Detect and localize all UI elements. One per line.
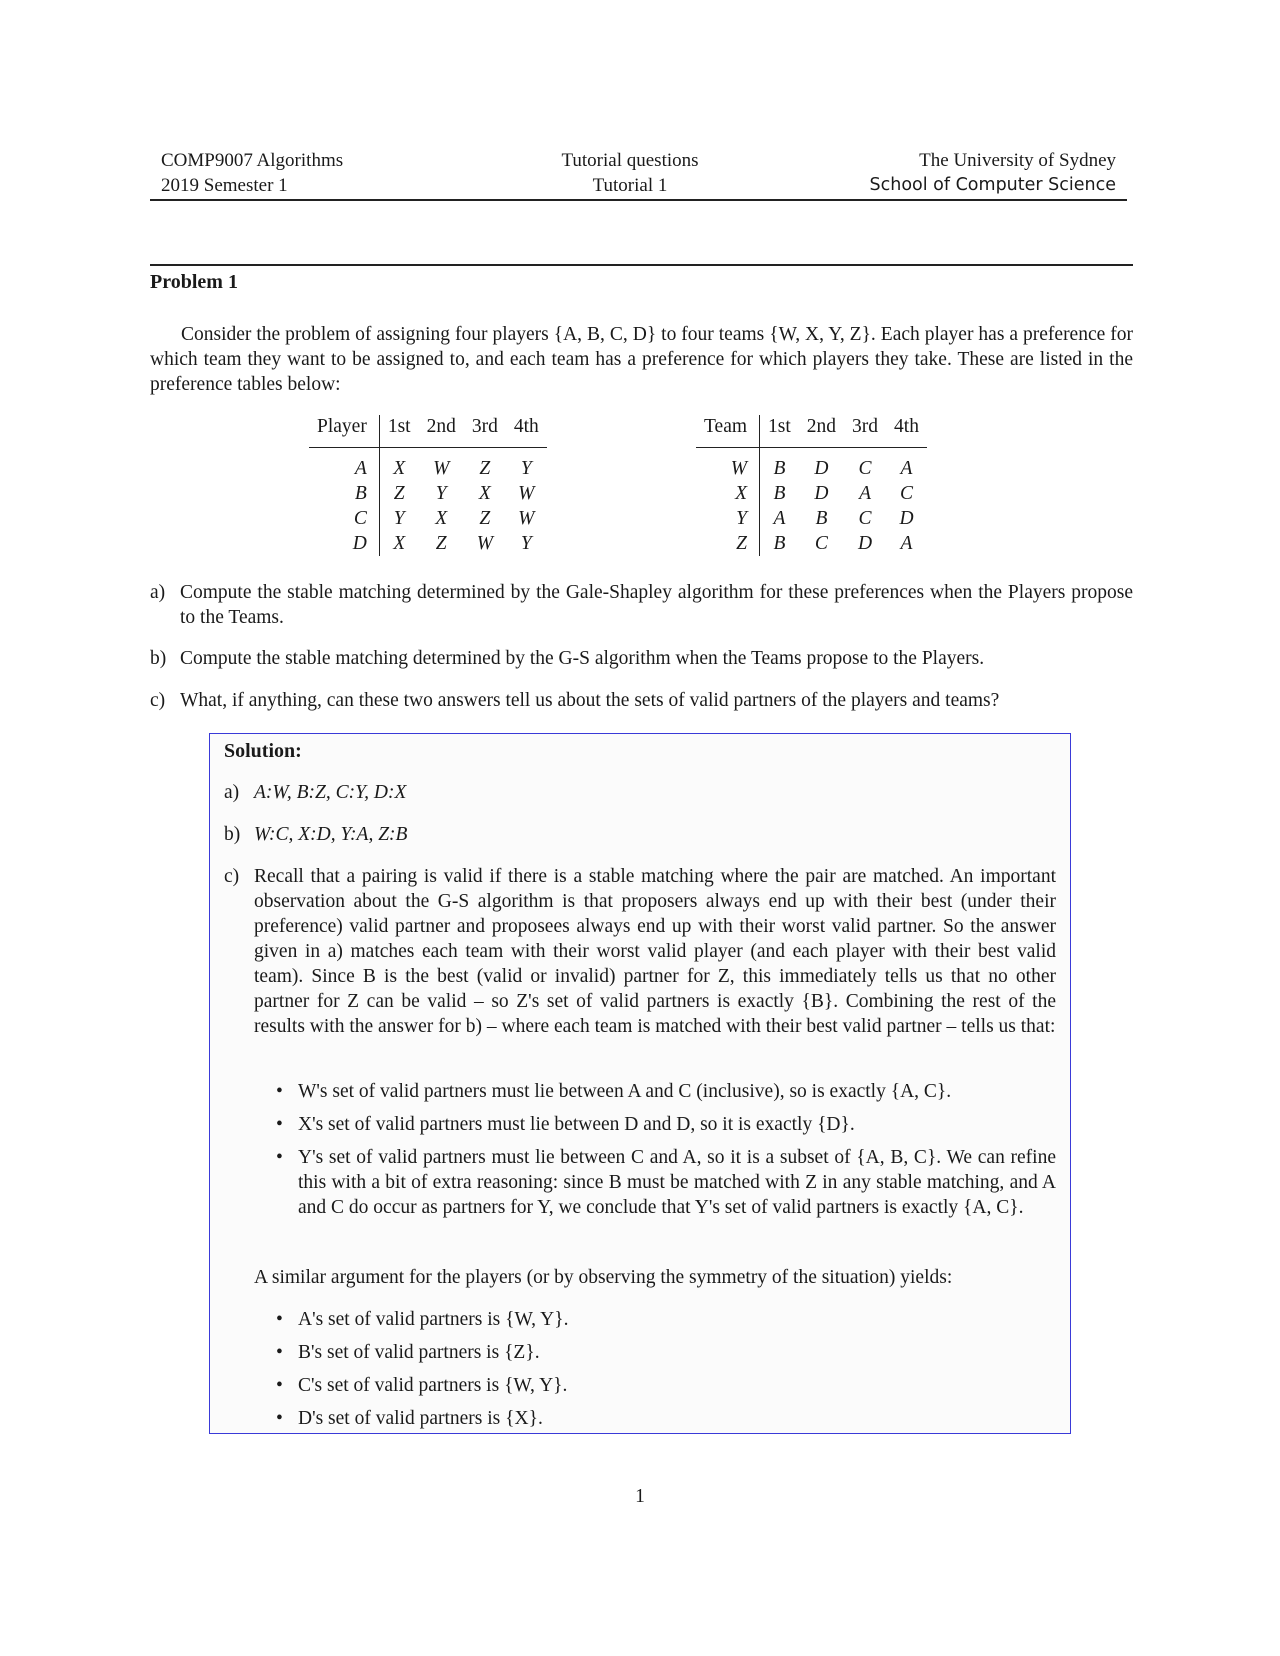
table-cell: C (309, 506, 379, 531)
table-cell: B (773, 457, 786, 479)
table-row (696, 448, 927, 482)
solution-a (224, 780, 1056, 805)
player-preference-table (309, 415, 547, 556)
table-cell: D (309, 531, 379, 556)
question-label: c) (150, 690, 166, 711)
table-header-cell: 4th (506, 415, 547, 448)
list-item (276, 1079, 1056, 1104)
header-center (490, 148, 770, 198)
header-right (800, 148, 1116, 198)
bullet-text: C's set of valid partners is {W, Y}. (298, 1375, 568, 1396)
table-cell: D (814, 457, 829, 479)
team-preference-table (696, 415, 927, 556)
problem-intro-text: Consider the problem of assigning four players {A, B, C, D} to four teams {W, X, Y, Z}. Each player has a preference for which team they want to be assigned to, and each team has a preference for which players they take. These are listed in the preference tables below: (150, 324, 1133, 395)
table-cell: Y (696, 506, 760, 531)
solution-b (224, 822, 1056, 847)
list-item (276, 1373, 1056, 1398)
question-a (150, 580, 1133, 630)
question-text: Compute the stable matching determined by the G-S algorithm when the Teams propose to the Players. (180, 648, 985, 669)
question-label: a) (150, 582, 166, 603)
course-name: COMP9007 Algorithms (161, 150, 344, 171)
table-cell: Y (520, 457, 532, 479)
table-cell: A (900, 532, 913, 554)
table-header-cell: 3rd (844, 415, 886, 448)
table-cell: W (476, 532, 493, 554)
table-cell: W (696, 448, 760, 482)
question-b (150, 646, 1133, 671)
table-cell: A (900, 457, 913, 479)
doc-type: Tutorial questions (561, 150, 699, 171)
table-header-cell: 4th (886, 415, 927, 448)
table-cell: Y (435, 482, 447, 504)
table-cell: Y (520, 532, 532, 554)
university-name: The University of Sydney (919, 150, 1116, 171)
table-cell: X (393, 532, 406, 554)
solution-label: c) (224, 866, 240, 887)
table-cell: X (393, 457, 406, 479)
list-item (276, 1112, 1056, 1137)
school-name: School of Computer Science (869, 175, 1116, 195)
solution-a-text: A:W, B:Z, C:Y, D:X (254, 782, 407, 803)
header-rule (150, 199, 1127, 201)
bullet-text: B's set of valid partners is {Z}. (298, 1342, 540, 1363)
table-cell: A (859, 482, 871, 504)
table-cell: B (773, 482, 786, 504)
bullet-icon: • (276, 1309, 283, 1330)
table-row (309, 506, 547, 531)
list-item (276, 1145, 1056, 1220)
table-header-cell: 2nd (799, 415, 844, 448)
table-cell: Z (435, 532, 447, 554)
bullet-text: X's set of valid partners must lie between D and D, so it is exactly {D}. (298, 1114, 855, 1135)
table-cell: D (814, 482, 829, 504)
table-row (696, 481, 927, 506)
table-cell: B (309, 481, 379, 506)
solution-label: a) (224, 782, 240, 803)
header-left (161, 148, 343, 198)
table-cell: A (773, 507, 786, 529)
bullet-text: Y's set of valid partners must lie between C and A, so it is a subset of {A, B, C}. We can refine this with a bit of extra reasoning: since B must be matched with Z in any stable matching, and A and C do occur as partners for Y, we conclude that Y's set of valid partners is exactly {A, C}. (298, 1147, 1056, 1218)
table-cell: C (858, 457, 872, 479)
question-label: b) (150, 648, 167, 669)
table-cell: X (478, 482, 491, 504)
bullet-icon: • (276, 1342, 283, 1363)
table-header-cell: 3rd (464, 415, 506, 448)
question-c (150, 688, 1133, 713)
question-text: What, if anything, can these two answers tell us about the sets of valid partners of the players and teams? (180, 690, 1000, 711)
table-cell: A (309, 448, 379, 482)
table-row (309, 448, 547, 482)
problem-intro (150, 322, 1133, 397)
table-header-cell: 2nd (419, 415, 464, 448)
table-row (309, 481, 547, 506)
bullet-icon: • (276, 1375, 283, 1396)
solution-label: b) (224, 824, 241, 845)
table-cell: Y (393, 507, 405, 529)
table-cell: C (814, 532, 828, 554)
semester: 2019 Semester 1 (161, 175, 288, 196)
table-cell: X (435, 507, 448, 529)
table-cell: Z (393, 482, 405, 504)
table-cell: C (900, 482, 914, 504)
solution-box (209, 733, 1071, 1434)
solution-b-text: W:C, X:D, Y:A, Z:B (254, 824, 408, 845)
bullet-text: D's set of valid partners is {X}. (298, 1408, 543, 1429)
bullet-text: W's set of valid partners must lie between A and C (inclusive), so is exactly {A, C}. (298, 1081, 952, 1102)
table-cell: B (773, 532, 786, 554)
list-item (276, 1406, 1056, 1431)
table-row (696, 506, 927, 531)
solution-c (224, 864, 1056, 1039)
table-cell: X (696, 481, 760, 506)
table-header-cell: 1st (760, 415, 799, 448)
solution-c-text: Recall that a pairing is valid if there is a stable matching where the pair are matched. An important observation about the G-S algorithm is that proposers always end up with their best (under their preference) valid partner and proposees always end up with their worst valid partner. So the answer given in a) matches each team with their worst valid player (and each player with their best valid team). Since B is the best (valid or invalid) partner for Z, this immediately tells us that no other partner for Z can be valid – so Z's set of valid partners is exactly {B}. Combining the rest of the results with the answer for b) – where each team is matched with their best valid partner – tells us that: (254, 866, 1056, 1037)
symmetry-sentence: A similar argument for the players (or by observing the symmetry of the situation) yields: (254, 1267, 953, 1288)
table-row (309, 531, 547, 556)
bullet-icon: • (276, 1081, 283, 1102)
table-cell: W (433, 457, 450, 479)
bullet-icon: • (276, 1408, 283, 1429)
table-cell: D (858, 532, 873, 554)
table-header-cell: 1st (379, 415, 418, 448)
table-cell: W (518, 482, 535, 504)
table-cell: C (858, 507, 872, 529)
bullet-icon: • (276, 1147, 283, 1168)
table-cell: Z (696, 531, 760, 556)
table-row (696, 531, 927, 556)
table-cell: B (815, 507, 828, 529)
page-number: 1 (635, 1486, 645, 1507)
solution-title: Solution: (224, 740, 302, 762)
list-item (276, 1340, 1056, 1365)
bullet-text: A's set of valid partners is {W, Y}. (298, 1309, 569, 1330)
table-cell: D (899, 507, 914, 529)
question-text: Compute the stable matching determined by the Gale-Shapley algorithm for these preferences when the Players propose to the Teams. (180, 582, 1133, 628)
table-cell: Z (479, 457, 491, 479)
table-cell: W (518, 507, 535, 529)
problem-title: Problem 1 (150, 271, 238, 293)
table-cell: Z (479, 507, 491, 529)
list-item (276, 1307, 1056, 1332)
tutorial-number: Tutorial 1 (592, 175, 668, 196)
team-table-header (696, 415, 927, 448)
table-header-cell: Team (696, 415, 760, 448)
problem-rule (150, 264, 1133, 266)
player-table-header (309, 415, 547, 448)
table-header-cell: Player (309, 415, 379, 448)
bullet-icon: • (276, 1114, 283, 1135)
